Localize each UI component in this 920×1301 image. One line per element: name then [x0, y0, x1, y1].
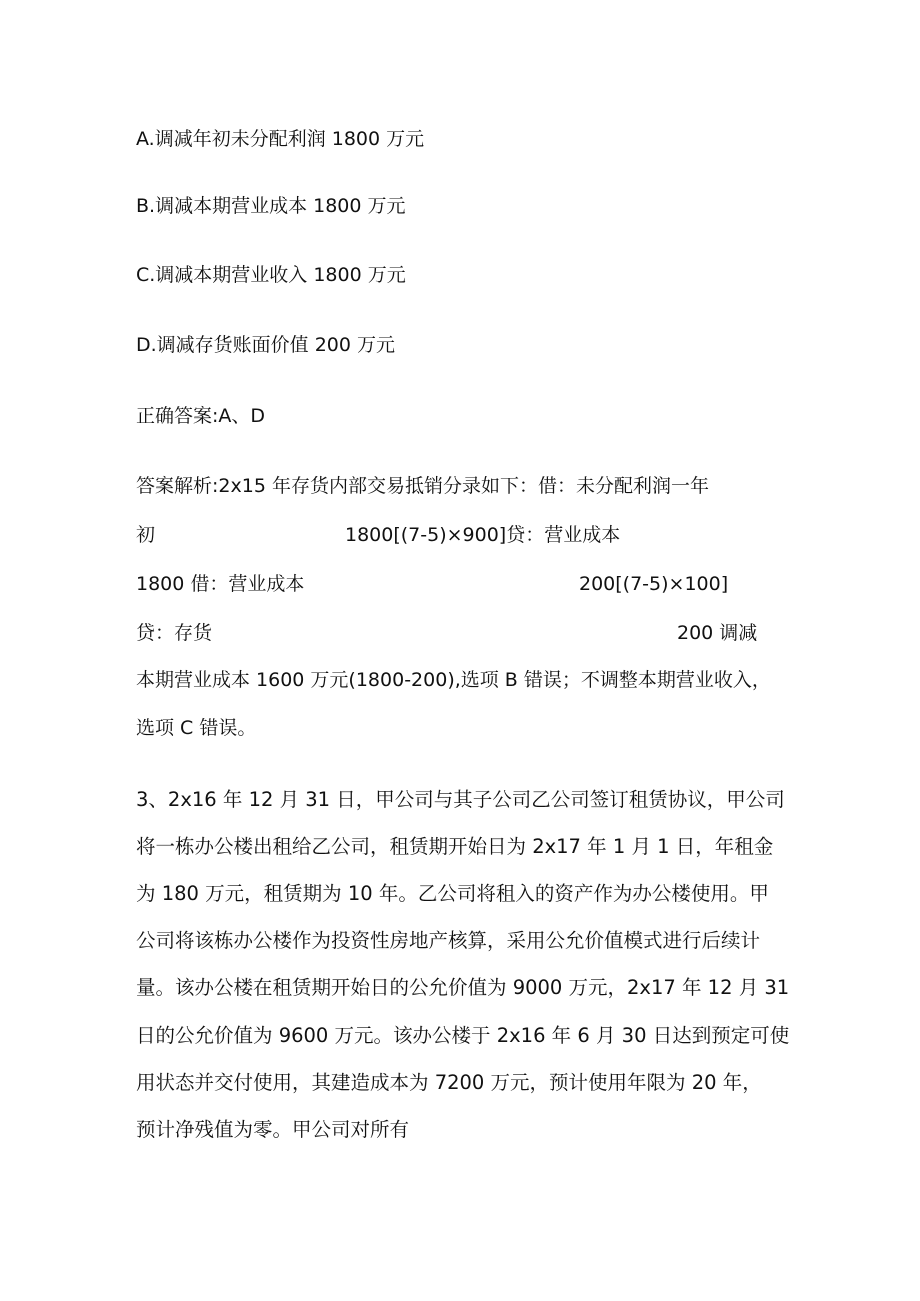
analysis-line-5: 本期营业成本 1600 万元(1800-200),选项 B 错误；不调整本期营业收入， [136, 669, 771, 691]
question-3-line-2: 将一栋办公楼出租给乙公司，租赁期开始日为 2x17 年 1 月 1 日，年租金 [136, 835, 774, 858]
question-3-line-1: 3、2x16 年 12 月 31 日，甲公司与其子公司乙公司签订租赁协议，甲公司 [136, 788, 785, 811]
question-3-line-3: 为 180 万元，租赁期为 10 年。乙公司将租入的资产作为办公楼使用。甲 [136, 882, 769, 905]
analysis-line-3-left: 1800 借：营业成本 [136, 573, 305, 595]
question-3-line-4: 公司将该栋办公楼作为投资性房地产核算，采用公允价值模式进行后续计 [136, 929, 761, 952]
analysis-line-3-right: 200[(7-5)×100] [579, 573, 729, 595]
question-3-line-7: 用状态并交付使用，其建造成本为 7200 万元，预计使用年限为 20 年， [136, 1071, 762, 1094]
analysis-line-2-left: 初 [136, 524, 156, 546]
analysis-line-4-left: 贷：存货 [136, 622, 213, 644]
analysis-line-1: 答案解析:2x15 年存货内部交易抵销分录如下：借：未分配利润一年 [136, 475, 709, 497]
option-a: A.调减年初未分配利润 1800 万元 [136, 128, 425, 150]
question-3-line-8: 预计净残值为零。甲公司对所有 [136, 1118, 410, 1141]
option-b: B.调减本期营业成本 1800 万元 [136, 195, 406, 217]
analysis-line-4-right: 200 调减 [677, 622, 758, 644]
option-c: C.调减本期营业收入 1800 万元 [136, 264, 406, 286]
analysis-line-6: 选项 C 错误。 [136, 717, 257, 739]
option-d: D.调减存货账面价值 200 万元 [136, 334, 396, 356]
analysis-line-2-right: 1800[(7-5)×900]贷：营业成本 [345, 524, 621, 546]
correct-answer: 正确答案:A、D [136, 405, 266, 427]
question-3-line-5: 量。该办公楼在租赁期开始日的公允价值为 9000 万元，2x17 年 12 月 31 [136, 976, 790, 999]
question-3-line-6: 日的公允价值为 9600 万元。该办公楼于 2x16 年 6 月 30 日达到预定可使 [136, 1024, 790, 1047]
